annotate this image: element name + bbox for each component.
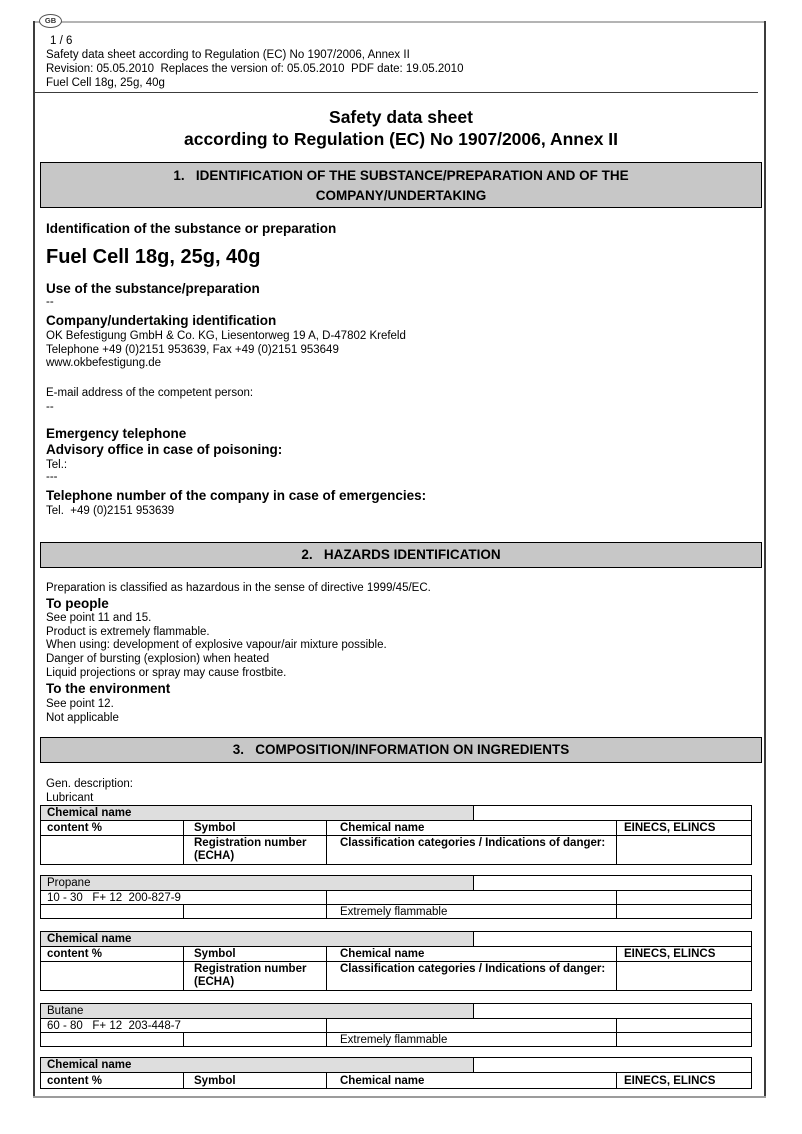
col-registration-header: Registration number (ECHA) (183, 836, 326, 864)
col-einecs-header: EINECS, ELINCS (616, 821, 751, 835)
page-frame-top (33, 21, 766, 23)
page-frame-bottom (33, 1096, 766, 1098)
table-row (41, 806, 751, 820)
col-content-header: content % (47, 1075, 102, 1087)
use-value: -- (46, 296, 54, 308)
document-title (40, 106, 762, 150)
to-environment-lines (46, 698, 119, 725)
header-revision-line: Revision: 05.05.2010 Replaces the version of: 05.05.2010 PDF date: 19.05.2010 (46, 62, 464, 75)
gen-description-block (46, 778, 133, 805)
table-row (41, 946, 751, 961)
document-title-line1: Safety data sheet (329, 107, 473, 127)
col-symbol-header: Symbol (183, 1073, 326, 1088)
hazard-line: Liquid projections or spray may cause frostbite. (46, 666, 287, 679)
table-row (41, 1018, 751, 1032)
table-row (41, 961, 751, 990)
section-1-header-line2: COMPANY/UNDERTAKING (315, 188, 487, 203)
identification-heading: Identification of the substance or preparation (46, 221, 337, 236)
email-value: -- (46, 400, 54, 413)
ingredients-header-table-1 (40, 805, 752, 865)
table-row (41, 932, 751, 946)
company-details (46, 330, 406, 371)
ingredient-content-cell: 60 - 80 F+ 12 203-448-7 (47, 1020, 181, 1032)
page-frame-left (33, 21, 35, 1098)
to-environment-heading: To the environment (46, 681, 171, 696)
company-tel-heading: Telephone number of the company in case of emergencies: (46, 488, 427, 503)
col-content-header: content % (47, 948, 102, 960)
email-block (46, 387, 253, 414)
empty-cell (616, 891, 751, 904)
section-3-header-text: 3. COMPOSITION/INFORMATION ON INGREDIENTS (232, 742, 570, 757)
empty-cell (326, 1019, 616, 1032)
product-name: Fuel Cell 18g, 25g, 40g (46, 246, 261, 268)
advisory-tel-label: Tel.: (46, 459, 68, 471)
gen-description-value: Lubricant (46, 791, 94, 804)
hazard-line: Not applicable (46, 711, 119, 724)
empty-cell (41, 905, 183, 918)
col-chemical-name-header: Chemical name (326, 947, 616, 961)
empty-cell (326, 891, 616, 904)
ingredients-header-table-2 (40, 931, 752, 991)
chemical-name-bar-cell: Chemical name (41, 806, 473, 820)
email-label: E-mail address of the competent person: (46, 387, 254, 399)
table-row (41, 876, 751, 890)
page-frame-right (764, 21, 766, 1098)
use-heading: Use of the substance/preparation (46, 281, 260, 296)
header-divider (33, 92, 758, 93)
to-people-lines (46, 612, 387, 681)
page-number: 1 / 6 (50, 35, 73, 47)
gb-language-badge-icon: GB (39, 14, 62, 28)
empty-cell (41, 1033, 183, 1046)
section-3-header (40, 737, 762, 763)
ingredient-classification-cell: Extremely flammable (326, 1033, 616, 1046)
col-chemical-name-header: Chemical name (326, 1073, 616, 1088)
chemical-name-bar-cell: Chemical name (41, 932, 473, 946)
col-einecs-header: EINECS, ELINCS (616, 947, 751, 961)
gen-description-label: Gen. description: (46, 778, 133, 790)
empty-cell (616, 905, 751, 918)
section-1-header (40, 162, 762, 208)
table-row (41, 1072, 751, 1088)
table-row (41, 890, 751, 904)
empty-cell (183, 905, 326, 918)
hazard-line: See point 11 and 15. (46, 612, 152, 624)
empty-cell (616, 962, 751, 990)
section-2-header-text: 2. HAZARDS IDENTIFICATION (301, 547, 501, 562)
ingredient-table-propane (40, 875, 752, 919)
empty-cell (41, 962, 183, 990)
company-address: OK Befestigung GmbH & Co. KG, Liesentorweg 19 A, D-47802 Krefeld (46, 330, 406, 342)
document-header (46, 49, 463, 90)
col-registration-header: Registration number (ECHA) (183, 962, 326, 990)
table-row (41, 904, 751, 918)
section-2-header (40, 542, 762, 568)
col-symbol-header: Symbol (183, 821, 326, 835)
ingredient-content-cell: 10 - 30 F+ 12 200-827-9 (47, 892, 181, 904)
table-row (41, 1058, 751, 1072)
header-product-line: Fuel Cell 18g, 25g, 40g (46, 76, 165, 89)
table-row (41, 820, 751, 835)
chemical-name-bar-empty-cell (473, 1058, 751, 1072)
section-1-header-line1: 1. IDENTIFICATION OF THE SUBSTANCE/PREPARATION AND OF THE (173, 168, 629, 183)
to-people-heading: To people (46, 596, 109, 611)
ingredient-classification-cell: Extremely flammable (326, 905, 616, 918)
hazards-intro: Preparation is classified as hazardous in the sense of directive 1999/45/EC. (46, 582, 431, 594)
ingredient-name-cell: Propane (41, 876, 473, 890)
hazard-line: Product is extremely flammable. (46, 625, 210, 638)
col-classification-header: Classification categories / Indications of danger: (326, 962, 616, 990)
col-content-header: content % (47, 822, 102, 834)
hazard-line: When using: development of explosive vapour/air mixture possible. (46, 639, 387, 652)
company-phone: Telephone +49 (0)2151 953639, Fax +49 (0)2151 953649 (46, 343, 339, 356)
col-symbol-header: Symbol (183, 947, 326, 961)
empty-cell (616, 1033, 751, 1046)
company-heading: Company/undertaking identification (46, 313, 277, 328)
empty-cell (473, 876, 751, 890)
col-chemical-name-header: Chemical name (326, 821, 616, 835)
col-classification-header: Classification categories / Indications of danger: (326, 836, 616, 864)
emergency-heading: Emergency telephone (46, 426, 187, 441)
advisory-tel-value: --- (46, 471, 58, 483)
chemical-name-bar-cell: Chemical name (41, 1058, 473, 1072)
empty-cell (616, 836, 751, 864)
company-website: www.okbefestigung.de (46, 357, 162, 370)
empty-cell (616, 1019, 751, 1032)
chemical-name-bar-empty-cell (473, 932, 751, 946)
advisory-heading: Advisory office in case of poisoning: (46, 442, 283, 457)
table-row (41, 1032, 751, 1046)
chemical-name-bar-empty-cell (473, 806, 751, 820)
col-einecs-header: EINECS, ELINCS (616, 1073, 751, 1088)
company-tel-value: Tel. +49 (0)2151 953639 (46, 505, 175, 517)
empty-cell (41, 836, 183, 864)
table-row (41, 835, 751, 864)
ingredients-header-table-3 (40, 1057, 752, 1089)
table-row (41, 1004, 751, 1018)
ingredient-table-butane (40, 1003, 752, 1047)
ingredient-name-cell: Butane (41, 1004, 473, 1018)
empty-cell (183, 1033, 326, 1046)
hazard-line: Danger of bursting (explosion) when heated (46, 653, 270, 666)
hazard-line: See point 12. (46, 698, 114, 710)
document-title-line2: according to Regulation (EC) No 1907/2006, Annex II (183, 129, 619, 149)
header-regulation-line: Safety data sheet according to Regulation (EC) No 1907/2006, Annex II (46, 49, 410, 61)
empty-cell (473, 1004, 751, 1018)
